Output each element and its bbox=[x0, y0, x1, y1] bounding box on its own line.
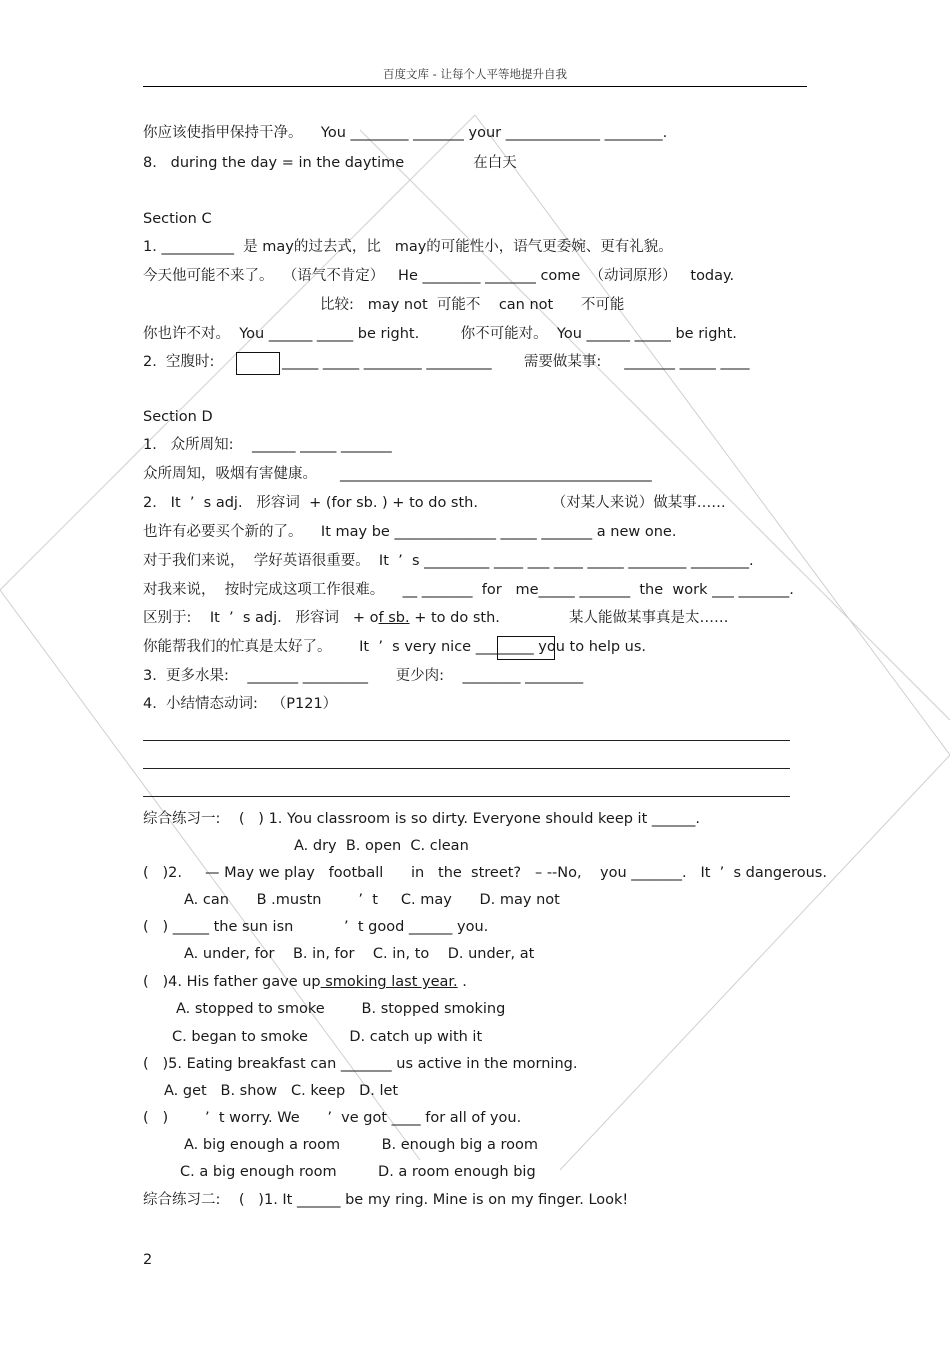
text-run: . bbox=[457, 974, 467, 990]
text-line: 1. __________ 是 may的过去式，比 may的可能性小，语气更委婉、更有礼貌。 bbox=[143, 239, 673, 255]
exercise-options: C. a big enough room D. a room enough big bbox=[180, 1164, 536, 1180]
answer-box bbox=[497, 636, 555, 660]
text-line bbox=[143, 609, 729, 627]
text-line: 今天他可能不来了。 （语气不肯定） He ________ _______ come （动词原形） today. bbox=[143, 268, 735, 284]
text-line: 2. It ’ s adj. 形容词 + (for sb. ) + to do sth. （对某人来说）做某事…… bbox=[143, 495, 726, 511]
exercise-question: 综合练习二: ( )1. It ______ be my ring. Mine is on my finger. Look! bbox=[143, 1192, 629, 1208]
answer-line bbox=[143, 796, 790, 797]
exercise-question: ( ) ’ t worry. We ’ ve got ____ for all of you. bbox=[143, 1110, 522, 1126]
text-run: ( )4. His father gave up bbox=[143, 974, 321, 990]
exercise-options: A. dry B. open C. clean bbox=[294, 838, 469, 854]
exercise-options: A. can B .mustn ’ t C. may D. may not bbox=[184, 892, 560, 908]
text-line: 对于我们来说， 学好英语很重要。 It ’ s _________ ____ ___ ____ _____ ________ ________. bbox=[143, 553, 754, 569]
text-line: 对我来说， 按时完成这项工作很难。 __ _______ for me_____ _______ the work ___ _______. bbox=[143, 582, 794, 598]
answer-box bbox=[236, 352, 280, 375]
exercise-question: ( )2. — May we play football in the street? – --No, you _______. It ’ s dangerous. bbox=[143, 865, 827, 881]
exercise-options: A. big enough a room B. enough big a room bbox=[184, 1137, 538, 1153]
header-divider bbox=[143, 86, 807, 87]
text-line: 比较: may not 可能不 can not 不可能 bbox=[320, 297, 625, 313]
answer-line bbox=[143, 740, 790, 741]
exercise-question bbox=[143, 973, 467, 991]
underlined-text: f sb. bbox=[378, 610, 410, 626]
text-run: + to do sth. 某人能做某事真是太…… bbox=[409, 610, 729, 626]
section-heading: Section D bbox=[143, 409, 213, 425]
text-line: 你也许不对。 You ______ _____ be right. 你不可能对。 You ______ _____ be right. bbox=[143, 326, 737, 342]
page-header: 百度文库 - 让每个人平等地提升自我 bbox=[383, 67, 567, 81]
exercise-options: A. under, for B. in, for C. in, to D. under, at bbox=[184, 946, 535, 962]
exercise-options: C. began to smoke D. catch up with it bbox=[172, 1029, 483, 1045]
text-line: 你能帮我们的忙真是太好了。 It ’ s very nice ________ you to help us. bbox=[143, 639, 647, 655]
exercise-question: ( ) _____ the sun isn ’ t good ______ you. bbox=[143, 919, 489, 935]
section-heading: Section C bbox=[143, 211, 212, 227]
page-number: 2 bbox=[143, 1252, 153, 1268]
text-line: 2. 空腹时: bbox=[143, 354, 224, 370]
text-line: 你应该使指甲保持干净。 You ________ _______ your _____________ ________. bbox=[143, 125, 668, 141]
text-line: 4. 小结情态动词: （P121） bbox=[143, 696, 338, 712]
exercise-question: 综合练习一: ( ) 1. You classroom is so dirty. Everyone should keep it ______. bbox=[143, 811, 700, 827]
text-line: 众所周知，吸烟有害健康。 ___________________________________________ bbox=[143, 466, 652, 482]
text-line: 也许有必要买个新的了。 It may be ______________ _____ _______ a new one. bbox=[143, 524, 677, 540]
text-line: _____ _____ ________ _________ 需要做某事: _______ _____ ____ bbox=[282, 354, 750, 370]
answer-line bbox=[143, 768, 790, 769]
exercise-options: A. get B. show C. keep D. let bbox=[164, 1083, 399, 1099]
text-line: 8. during the day = in the daytime 在白天 bbox=[143, 155, 517, 171]
text-line: 3. 更多水果: _______ _________ 更少肉: ________ ________ bbox=[143, 668, 584, 684]
text-run: 区别于: It ’ s adj. 形容词 + o bbox=[143, 610, 379, 626]
exercise-question: ( )5. Eating breakfast can _______ us active in the morning. bbox=[143, 1056, 578, 1072]
exercise-options: A. stopped to smoke B. stopped smoking bbox=[176, 1001, 506, 1017]
underlined-text: smoking last year. bbox=[320, 974, 458, 990]
text-line: 1. 众所周知: ______ _____ _______ bbox=[143, 437, 392, 453]
